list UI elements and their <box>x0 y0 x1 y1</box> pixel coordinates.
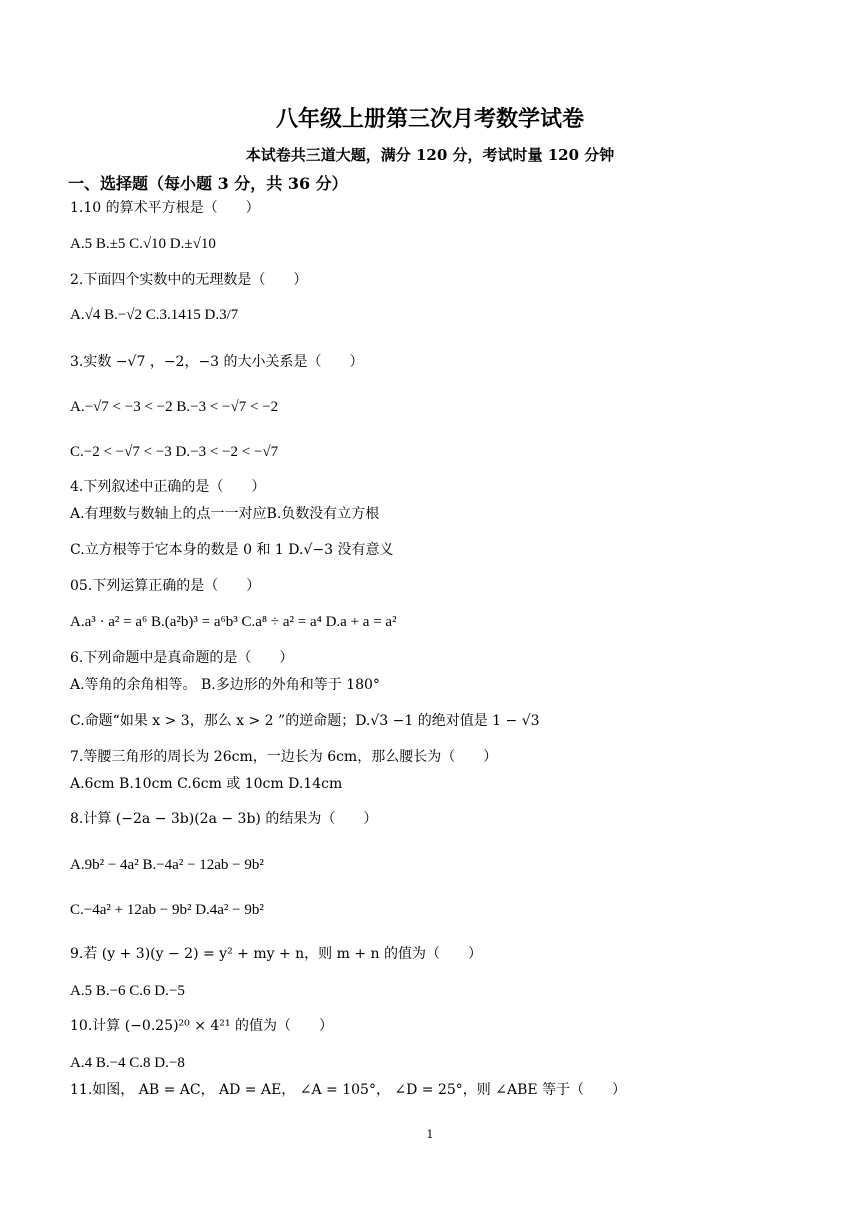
page-number: 1 <box>426 1128 434 1141</box>
question-11: 11.如图， AB = AC， AD = AE， ∠A = 105°， ∠D = 25°，则 ∠ABE 等于（ ） <box>70 1082 627 1098</box>
question-4-options-cd: C.立方根等于它本身的数是 0 和 1 D.√−3 没有意义 <box>70 542 394 558</box>
question-6-options-cd: C.命题“如果 x > 3，那么 x > 2 ”的逆命题；D.√3 −1 的绝对值是 1 − √3 <box>70 713 540 729</box>
question-4: 4.下列叙述中正确的是（ ） <box>70 479 266 495</box>
question-3-options-ab: A.−√7 < −3 < −2 B.−3 < −√7 < −2 <box>70 399 279 415</box>
question-7: 7.等腰三角形的周长为 26cm，一边长为 6cm，那么腰长为（ ） <box>70 749 498 765</box>
question-2-options: A.√4 B.−√2 C.3.1415 D.3/7 <box>70 307 239 323</box>
question-9: 9.若 (y + 3)(y − 2) = y² + my + n，则 m + n 的值为（ ） <box>70 946 482 962</box>
question-5: 05.下列运算正确的是（ ） <box>70 578 261 594</box>
question-3: 3.实数 −√7 ，−2，−3 的大小关系是（ ） <box>70 354 364 370</box>
question-8-options-cd: C.−4a² + 12ab − 9b² D.4a² − 9b² <box>70 902 264 918</box>
exam-subtitle: 本试卷共三道大题，满分 120 分，考试时量 120 分钟 <box>245 146 615 164</box>
question-8: 8.计算 (−2a − 3b)(2a − 3b) 的结果为（ ） <box>70 811 378 827</box>
question-9-options: A.5 B.−6 C.6 D.−5 <box>70 983 185 999</box>
exam-title: 八年级上册第三次月考数学试卷 <box>275 106 584 132</box>
question-6-options-ab: A.等角的余角相等。 B.多边形的外角和等于 180° <box>70 677 380 693</box>
question-7-options: A.6cm B.10cm C.6cm 或 10cm D.14cm <box>70 776 343 792</box>
question-6: 6.下列命题中是真命题的是（ ） <box>70 650 294 666</box>
section-title: 一、选择题（每小题 3 分，共 36 分） <box>68 174 348 193</box>
question-1-options: A.5 B.±5 C.√10 D.±√10 <box>70 236 216 252</box>
question-4-options-ab: A.有理数与数轴上的点一一对应B.负数没有立方根 <box>70 506 380 522</box>
question-8-options-ab: A.9b² − 4a² B.−4a² − 12ab − 9b² <box>70 857 264 873</box>
question-5-options: A.a³ · a² = a⁶ B.(a²b)³ = a⁶b³ C.a⁸ ÷ a² = a⁴ D.a + a = a² <box>70 614 397 630</box>
question-1: 1.10 的算术平方根是（ ） <box>70 200 260 216</box>
question-10-options: A.4 B.−4 C.8 D.−8 <box>70 1055 185 1071</box>
question-3-options-cd: C.−2 < −√7 < −3 D.−3 < −2 < −√7 <box>70 444 279 460</box>
question-2: 2.下面四个实数中的无理数是（ ） <box>70 272 308 288</box>
question-10: 10.计算 (−0.25)²⁰ × 4²¹ 的值为（ ） <box>70 1018 333 1034</box>
